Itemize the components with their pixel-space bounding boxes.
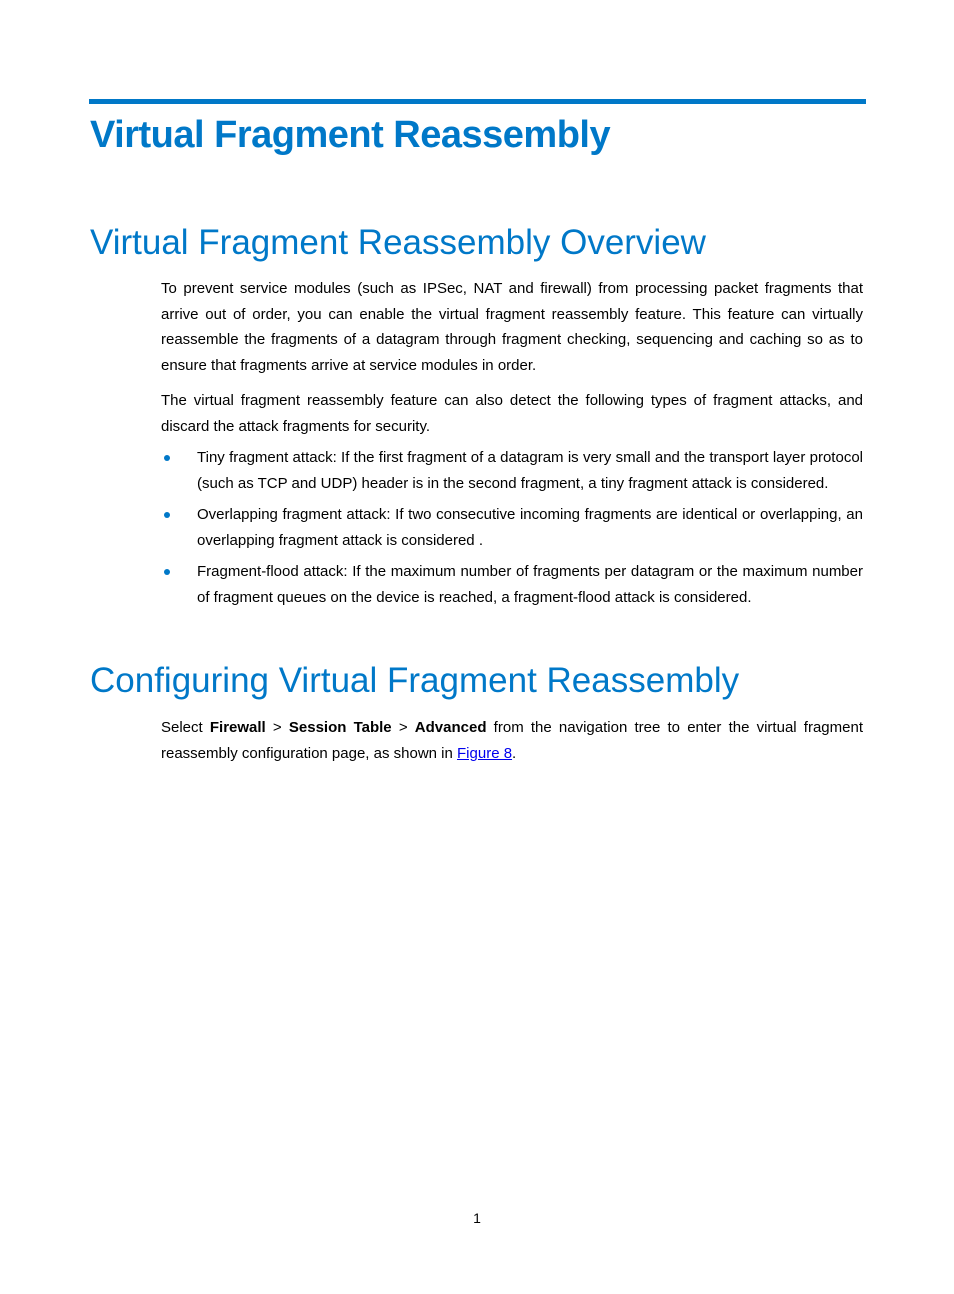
nav-path-firewall: Firewall [209, 719, 266, 736]
page-number: 1 [473, 1210, 481, 1226]
nav-path-advanced: Advanced [414, 719, 487, 736]
nav-separator: > [391, 719, 415, 736]
figure-8-link[interactable]: Figure 8 [457, 744, 513, 762]
attack-types-list [161, 445, 863, 616]
list-item-text: Fragment-flood attack: If the maximum number of fragments per datagram or the maximum number of fragment queues on the device is reached, a fragment-flood attack is considered. [197, 563, 863, 606]
overview-paragraph: To prevent service modules (such as IPSec, NAT and firewall) from processing packet fragments that arrive out of order, you can enable the virtual fragment reassembly feature. This feature can virtually reassemble the fragments of a datagram through fragment checking, sequencing and caching so as to ensure that fragments arrive at service modules in order. [161, 280, 863, 374]
navigation-instruction-paragraph [161, 715, 863, 766]
bullet-dot-icon [164, 569, 170, 575]
attack-intro-paragraph: The virtual fragment reassembly feature can also detect the following types of fragment attacks, and discard the attack fragments for security. [161, 392, 863, 435]
nav-middle-text: from the navigation tree to enter the virtual fragment reassembly configuration page, as shown in [161, 719, 863, 762]
bullet-dot-icon [164, 455, 170, 461]
list-item-text: Tiny fragment attack: If the first fragment of a datagram is very small and the transport layer protocol (such as TCP and UDP) header is in the second fragment, a tiny fragment attack is considered. [197, 449, 863, 492]
list-item [161, 445, 863, 496]
section-title-overview: Virtual Fragment Reassembly Overview [90, 223, 706, 262]
nav-prefix-text: Select [161, 719, 210, 736]
list-item [161, 559, 863, 610]
chapter-top-rule [89, 99, 866, 104]
nav-separator: > [265, 719, 289, 736]
bullet-dot-icon [164, 512, 170, 518]
nav-path-session-table: Session Table [288, 719, 392, 736]
list-item [161, 502, 863, 553]
nav-suffix-text: . [512, 744, 517, 762]
chapter-title: Virtual Fragment Reassembly [90, 114, 611, 156]
section-title-configuring: Configuring Virtual Fragment Reassembly [90, 661, 740, 700]
list-item-text: Overlapping fragment attack: If two consecutive incoming fragments are identical or overlapping, an overlapping fragment attack is considered . [197, 506, 863, 549]
